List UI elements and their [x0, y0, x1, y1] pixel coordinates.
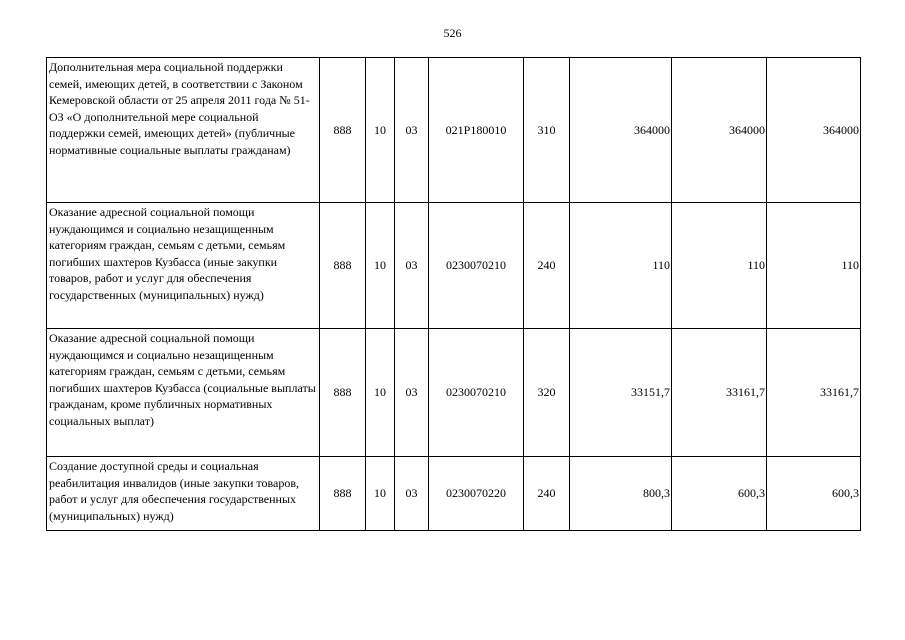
subsection-code: 03	[395, 58, 429, 203]
subsection-code: 03	[395, 329, 429, 457]
target-article-code: 0230070210	[429, 329, 524, 457]
department-code: 888	[320, 457, 366, 531]
amount-year-3: 33161,7	[767, 329, 861, 457]
section-code: 10	[366, 58, 395, 203]
table-row	[47, 329, 861, 457]
amount-year-3: 364000	[767, 58, 861, 203]
expense-type-code: 240	[524, 203, 570, 329]
expense-type-code: 240	[524, 457, 570, 531]
department-code: 888	[320, 58, 366, 203]
table-row	[47, 457, 861, 531]
subsection-code: 03	[395, 203, 429, 329]
amount-year-2: 33161,7	[672, 329, 767, 457]
amount-year-1: 110	[570, 203, 672, 329]
target-article-code: 0230070210	[429, 203, 524, 329]
section-code: 10	[366, 457, 395, 531]
amount-year-1: 364000	[570, 58, 672, 203]
row-description: Оказание адресной социальной помощи нуждающимся и социально незащищенным категориям граждан, семьям с детьми, семьям погибших шахтеров Кузбасса (социальные выплаты гражданам, кроме публичных нормативных социальных выплат)	[47, 329, 320, 457]
amount-year-2: 600,3	[672, 457, 767, 531]
department-code: 888	[320, 329, 366, 457]
target-article-code: 0230070220	[429, 457, 524, 531]
row-description: Дополнительная мера социальной поддержки семей, имеющих детей, в соответствии с Законом Кемеровской области от 25 апреля 2011 года № 51-ОЗ «О дополнительной мере социальной поддержки семей, имеющих детей» (публичные нормативные социальные выплаты гражданам)	[47, 58, 320, 203]
amount-year-1: 800,3	[570, 457, 672, 531]
amount-year-3: 110	[767, 203, 861, 329]
row-description: Создание доступной среды и социальная реабилитация инвалидов (иные закупки товаров, работ и услуг для обеспечения государственных (муниципальных) нужд)	[47, 457, 320, 531]
department-code: 888	[320, 203, 366, 329]
amount-year-3: 600,3	[767, 457, 861, 531]
amount-year-2: 110	[672, 203, 767, 329]
table-row	[47, 203, 861, 329]
expense-type-code: 320	[524, 329, 570, 457]
table-row	[47, 58, 861, 203]
expense-type-code: 310	[524, 58, 570, 203]
target-article-code: 021P180010	[429, 58, 524, 203]
budget-table	[46, 57, 861, 531]
section-code: 10	[366, 329, 395, 457]
amount-year-2: 364000	[672, 58, 767, 203]
amount-year-1: 33151,7	[570, 329, 672, 457]
row-description: Оказание адресной социальной помощи нуждающимся и социально незащищенным категориям граждан, семьям с детьми, семьям погибших шахтеров Кузбасса (иные закупки товаров, работ и услуг для обеспечения государственных (муниципальных) нужд)	[47, 203, 320, 329]
section-code: 10	[366, 203, 395, 329]
subsection-code: 03	[395, 457, 429, 531]
page-number: 526	[443, 26, 462, 40]
